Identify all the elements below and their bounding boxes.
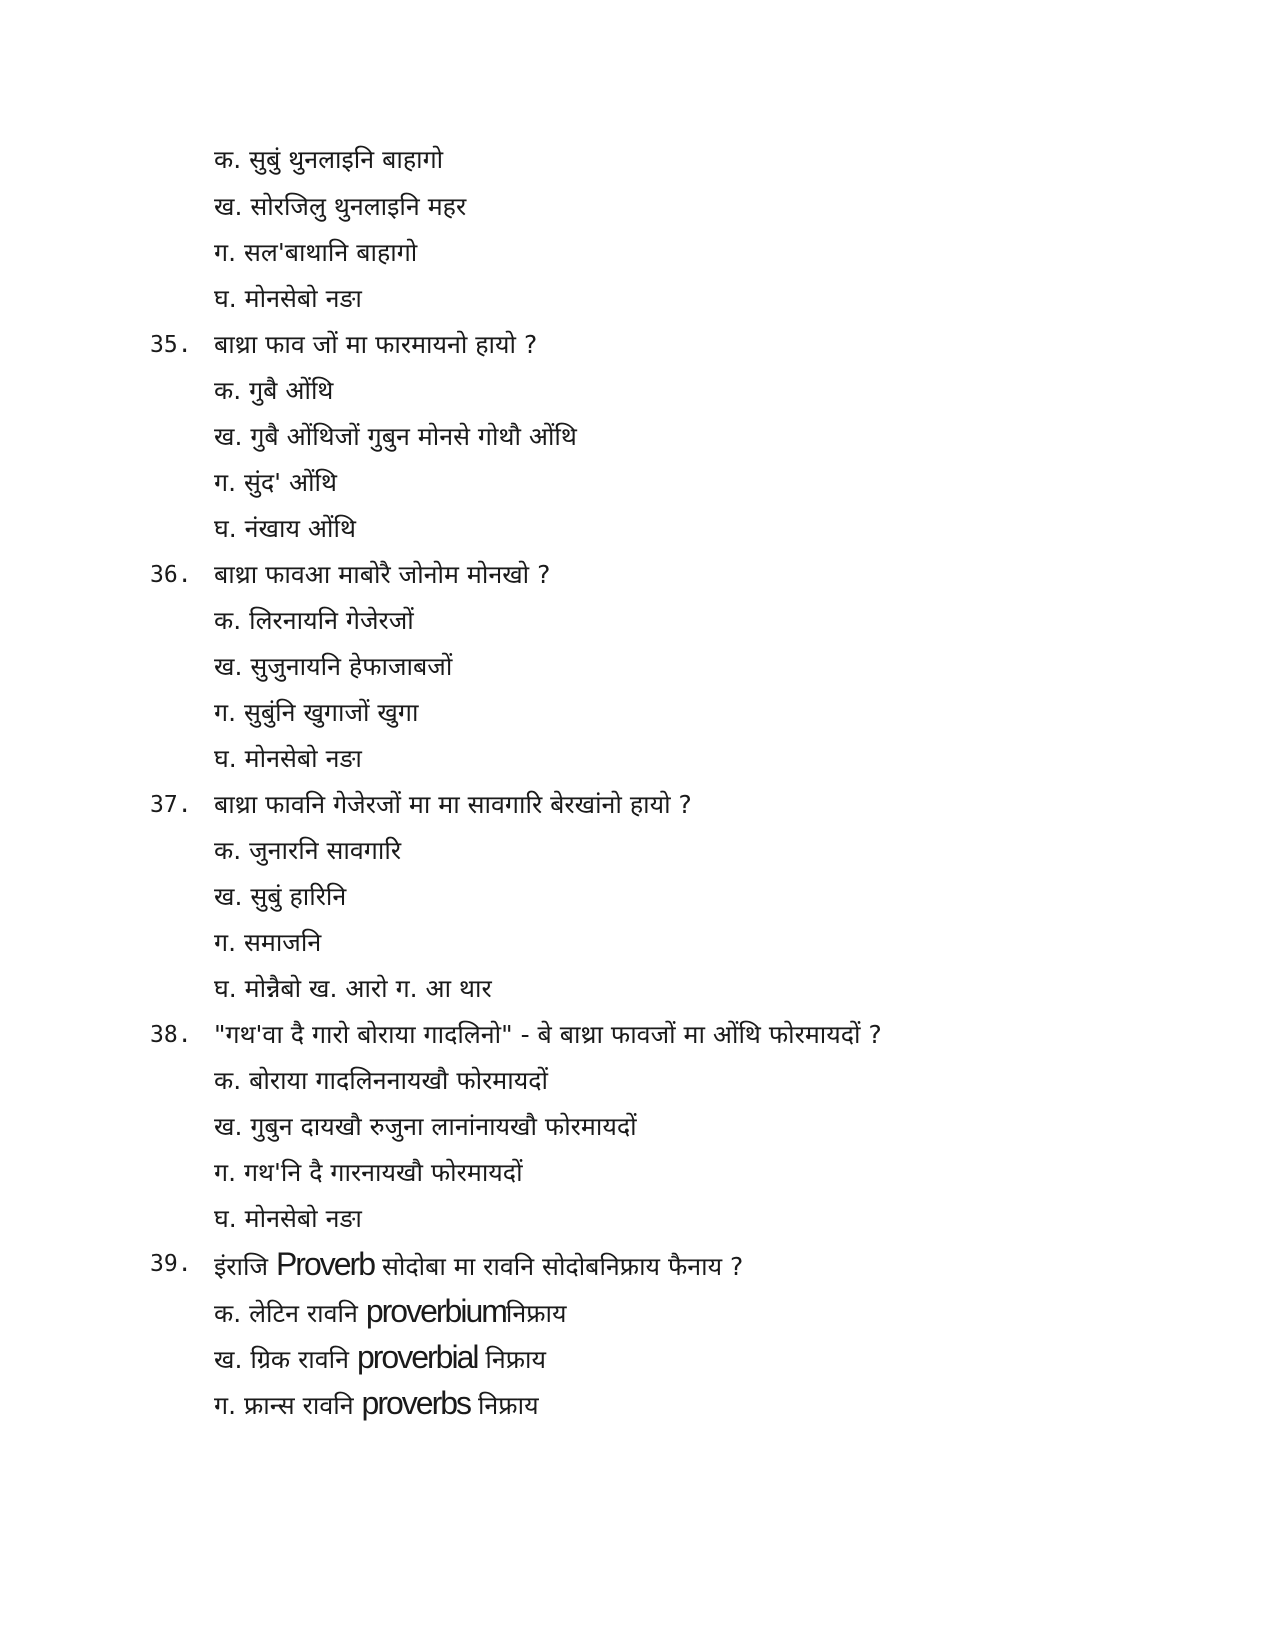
option-text: ख. गुबुन दायखौ रुजुना लानांनायखौ फोरमायदों xyxy=(214,1112,637,1141)
option-text: ख. सोरजिलु थुनलाइनि महर xyxy=(214,192,467,221)
option-text: घ. मोनसेबो नङा xyxy=(214,284,362,313)
option-text xyxy=(214,1287,567,1338)
english-word: proverbs xyxy=(361,1385,471,1421)
question-text-post: सोदोबा मा रावनि सोदोबनिफ्राय फैनाय ? xyxy=(374,1252,744,1281)
option-text-pre: क. लेटिन रावनि xyxy=(214,1299,366,1328)
question-number: 35. xyxy=(150,332,192,358)
question-number: 39. xyxy=(150,1251,192,1277)
question-text: "गथ'वा दै गारो बोराया गादलिनो" - बे बाथ्रा फावजों मा ओंथि फोरमायदों ? xyxy=(214,1020,882,1049)
option-text: क. बोराया गादलिननायखौ फोरमायदों xyxy=(214,1066,548,1095)
option-text: घ. मोनसेबो नङा xyxy=(214,1204,362,1233)
option-text-post: निफ्राय xyxy=(470,1391,539,1420)
option-text xyxy=(214,1333,546,1384)
english-word: Proverb xyxy=(275,1246,374,1282)
option-text: ग. सुबुंनि खुगाजों खुगा xyxy=(214,698,419,727)
option-text-post: निफ्राय xyxy=(505,1299,567,1328)
option-text: ग. गथ'नि दै गारनायखौ फोरमायदों xyxy=(214,1158,523,1187)
option-text: ग. सुंद' ओंथि xyxy=(214,468,337,497)
option-text: ग. समाजनि xyxy=(214,928,322,957)
option-text-pre: ग. फ्रान्स रावनि xyxy=(214,1391,362,1420)
option-text: क. सुबुं थुनलाइनि बाहागो xyxy=(214,145,444,174)
option-text: ख. गुबै ओंथिजों गुबुन मोनसे गोथौ ओंथि xyxy=(214,422,577,451)
question-text: बाथ्रा फावआ माबोरै जोनोम मोनखो ? xyxy=(214,560,551,589)
question-text xyxy=(214,1240,743,1291)
option-text-post: निफ्राय xyxy=(477,1345,547,1374)
option-text: क. लिरनायनि गेजेरजों xyxy=(214,606,414,635)
option-text: ख. सुबुं हारिनि xyxy=(214,882,347,911)
question-text: बाथ्रा फावनि गेजेरजों मा मा सावगारि बेरखांनो हायो ? xyxy=(214,790,692,819)
option-text xyxy=(214,1379,539,1430)
option-text: घ. मोन्नैबो ख. आरो ग. आ थार xyxy=(214,974,492,1003)
question-text-pre: इंराजि xyxy=(214,1252,276,1281)
question-number: 38. xyxy=(150,1022,192,1048)
option-text: घ. मोनसेबो नङा xyxy=(214,744,362,773)
option-text: ग. सल'बाथानि बाहागो xyxy=(214,238,418,267)
english-word: proverbium xyxy=(365,1293,506,1329)
question-number: 36. xyxy=(150,562,192,588)
option-text: ख. सुजुनायनि हेफाजाबजों xyxy=(214,652,453,681)
option-text: घ. नंखाय ओंथि xyxy=(214,514,356,543)
option-text-pre: ख. ग्रिक रावनि xyxy=(214,1345,357,1374)
english-word: proverbial xyxy=(356,1339,478,1375)
option-text: क. जुनारनि सावगारि xyxy=(214,836,402,865)
question-text: बाथ्रा फाव जों मा फारमायनो हायो ? xyxy=(214,330,538,359)
option-text: क. गुबै ओंथि xyxy=(214,376,334,405)
question-number: 37. xyxy=(150,792,192,818)
